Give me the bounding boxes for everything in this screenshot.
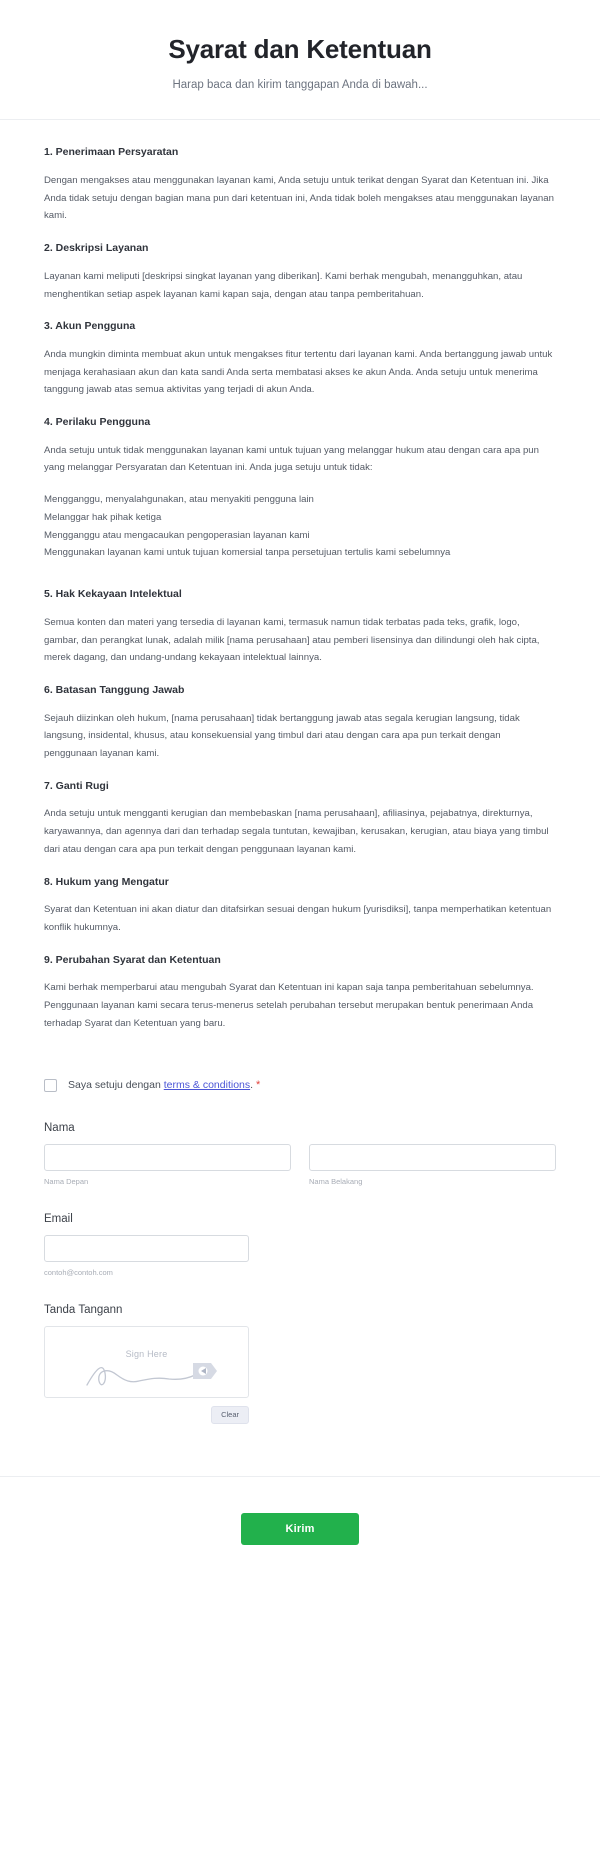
section-heading: 4. Perilaku Pengguna [44,416,151,429]
clear-signature-button[interactable]: Clear [211,1406,249,1424]
last-name-input[interactable] [309,1144,556,1171]
consent-text-before: Saya setuju dengan [68,1078,161,1091]
terms-conditions-link[interactable]: terms & conditions [163,1078,251,1091]
section-body: Layanan kami meliputi [deskripsi singkat layanan yang diberikan]. Kami berhak mengubah, menangguhkan, atau menghentikan setiap aspek layanan kami kapan saja, dengan atau tanpa pemberitahuan. [44,270,523,300]
section-heading: 8. Hukum yang Mengatur [44,875,169,888]
section-heading: 9. Perubahan Syarat dan Ketentuan [44,953,221,966]
terms-section [44,588,556,667]
agree-terms-checkbox[interactable] [44,1079,57,1092]
email-input-wrap [44,1235,249,1278]
required-indicator: * [256,1078,261,1091]
clear-row [44,1406,249,1424]
last-name-sublabel: Nama Belakang [309,1177,363,1187]
first-name-sublabel: Nama Depan [44,1177,89,1187]
signature-hint: Sign Here [125,1348,168,1359]
section-body: Dengan mengakses atau menggunakan layanan kami, Anda setuju untuk terikat dengan Syarat dan Ketentuan ini. Jika Anda tidak setuju dengan bagian mana pun dari ketentuan ini, Anda tidak boleh mengakses atau menggunakan layanan kami. [44,174,554,222]
list-item: Menggunakan layanan kami untuk tujuan komersial tanpa persetujuan tertulis kami sebelumnya [44,547,451,559]
terms-section [44,146,556,225]
email-field-group [44,1213,556,1278]
email-label: Email [44,1213,73,1226]
section-body: Anda mungkin diminta membuat akun untuk mengakses fitur tertentu dari layanan kami. Anda bertanggung jawab untuk menjaga kerahasiaan akun dan kata sandi Anda serta membatasi akses ke akun Anda. Anda setuju untuk menerima tanggung jawab atas semua aktivitas yang terjadi di akun Anda. [44,348,553,396]
list-item: Mengganggu, menyalahgunakan, atau menyakiti pengguna lain [44,494,314,506]
section-body: Anda setuju untuk mengganti kerugian dan membebaskan [nama perusahaan], afiliasinya, pejabatnya, direkturnya, karyawannya, dan agennya dari dan terhadap segala tuntutan, kewajiban, kerusakan, kerugian, atau biaya yang timbul dari atau dengan cara apa pun terkait dengan penggunaan layanan kami. [44,808,549,855]
pen-icon [45,1327,249,1398]
email-input[interactable] [44,1235,249,1262]
signature-pad[interactable] [44,1326,249,1398]
section-body: Kami berhak memperbarui atau mengubah Syarat dan Ketentuan ini kapan saja tanpa pemberitahuan sebelumnya. Penggunaan layanan kami secara terus-menerus setelah perubahan tersebut merupakan bentuk penerimaan Anda terhadap Syarat dan Ketentuan yang baru. [44,982,534,1029]
list-item: Mengganggu atau mengacaukan pengoperasian layanan kami [44,529,310,541]
terms-section [44,320,556,399]
signature-field-group [44,1304,556,1424]
first-name-input[interactable] [44,1144,291,1171]
section-body: Sejauh diizinkan oleh hukum, [nama perusahaan] tidak bertanggung jawab atas segala kerugian langsung, tidak langsung, insidental, khusus, atau konsekuensial yang timbul dari atau dengan cara apa pun terkait dengan penggunaan layanan kami. [44,712,520,760]
section-body: Syarat dan Ketentuan ini akan diatur dan ditafsirkan sesuai dengan hukum [yurisdiksi], tanpa memperhatikan ketentuan konflik hukumnya. [44,904,552,934]
terms-section [44,954,556,1033]
form-header [0,0,600,120]
section-body: Anda setuju untuk tidak menggunakan layanan kami untuk tujuan yang melanggar hukum atau dengan cara apa pun yang melanggar Persyaratan dan Ketentuan ini. Anda juga setuju untuk tidak: [44,444,539,474]
terms-section [44,242,556,303]
email-sublabel: contoh@contoh.com [44,1268,113,1278]
section-heading: 3. Akun Pengguna [44,320,136,333]
form-fields [0,1096,600,1449]
consent-block [0,1056,600,1097]
page-subtitle: Harap baca dan kirim tanggapan Anda di bawah... [172,79,428,92]
last-name-col [309,1144,556,1187]
conduct-list [44,491,556,562]
form-footer [0,1476,600,1585]
name-inputs-row [44,1144,556,1187]
name-field-group [44,1122,556,1187]
page-title: Syarat dan Ketentuan [168,34,432,64]
terms-section [44,684,556,763]
section-body: Semua konten dan materi yang tersedia di layanan kami, termasuk namun tidak terbatas pada teks, grafik, logo, gambar, dan perangkat lunak, adalah milik [nama perusahaan] atau pemberi lisensinya dan dilindungi oleh hak cipta, merek dagang, dan undang-undang kekayaan intelektual lainnya. [44,616,540,664]
section-heading: 5. Hak Kekayaan Intelektual [44,588,182,601]
submit-button[interactable]: Kirim [241,1513,359,1545]
section-heading: 1. Penerimaan Persyaratan [44,146,179,159]
consent-text-after: . [250,1078,254,1091]
list-item: Melanggar hak pihak ketiga [44,511,162,523]
section-heading: 2. Deskripsi Layanan [44,242,149,255]
signature-label: Tanda Tangann [44,1303,123,1316]
terms-section [44,780,556,859]
section-heading: 6. Batasan Tanggung Jawab [44,683,185,696]
consent-row[interactable] [44,1078,556,1093]
terms-section [44,416,556,562]
consent-label [68,1078,260,1093]
name-label: Nama [44,1122,75,1135]
first-name-col [44,1144,291,1187]
section-heading: 7. Ganti Rugi [44,779,109,792]
terms-content [0,120,600,1055]
terms-section [44,876,556,937]
